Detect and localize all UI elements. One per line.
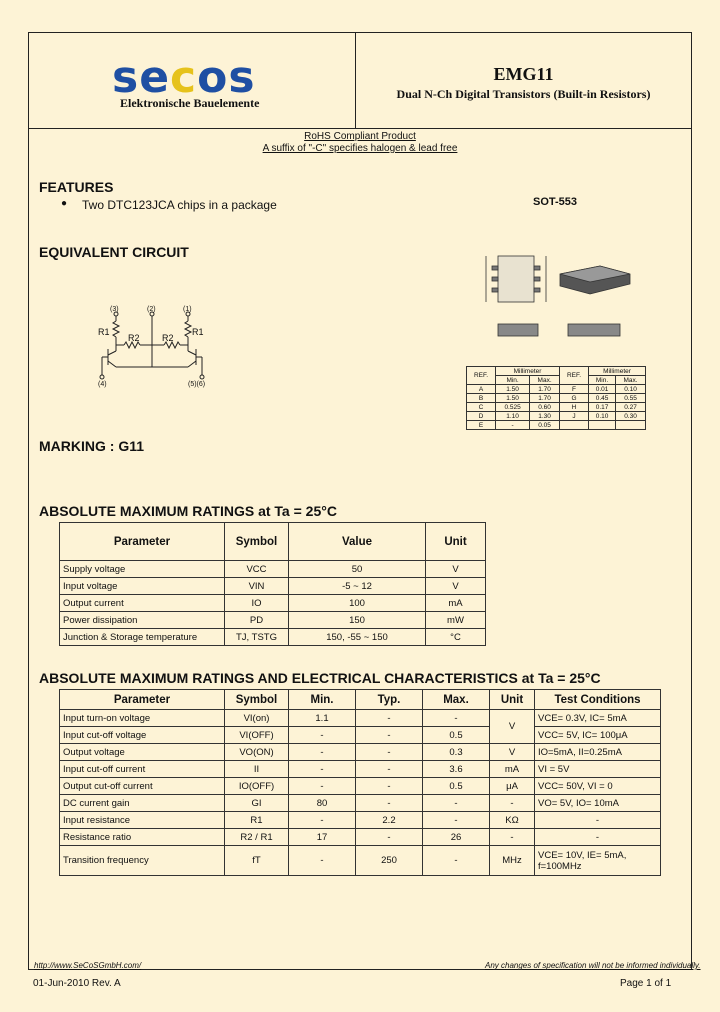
table-row: Output current IO 100 mA — [60, 595, 486, 612]
pin-label: (4) — [98, 381, 107, 388]
rohs-line-2: A suffix of "-C" specifies halogen & lead free — [262, 143, 458, 154]
table-row: Output voltage VO(ON) - - 0.3 V IO=5mA, II=0.25mA — [60, 744, 661, 761]
rohs-line-1: RoHS Compliant Product — [304, 131, 416, 142]
table-row: Supply voltage VCC 50 V — [60, 561, 486, 578]
dim-max-header: Max. — [530, 376, 560, 385]
abs-max-table: Parameter Symbol Value Unit Supply voltage VCC 50 V Input voltage VIN -5 ~ 12 V Output current IO 100 mA Power dissipation PD 150 mW Junction & Storage temperature TJ, TSTG 150, -55 ~ 150 °C — [59, 522, 486, 646]
pin-label: (2) — [147, 306, 156, 313]
part-description: Dual N-Ch Digital Transistors (Built-in Resistors) — [396, 87, 651, 101]
pin-label: (5)(6) — [188, 381, 206, 388]
table-row: Output cut-off current IO(OFF) - - 0.5 μA VCC= 50V, VI = 0 — [60, 778, 661, 795]
features-heading: FEATURES — [39, 179, 114, 195]
abs-max-heading: ABSOLUTE MAXIMUM RATINGS at Ta = 25°C — [39, 503, 337, 519]
resistor-label: R1 — [192, 327, 204, 337]
resistor-label: R1 — [98, 327, 110, 337]
footer-note: Any changes of specification will not be informed individually. — [485, 961, 701, 970]
table-row: DC current gain GI 80 - - - VO= 5V, IO= 10mA — [60, 795, 661, 812]
secos-logo: secos — [112, 52, 256, 103]
table-row: Junction & Storage temperature TJ, TSTG 150, -55 ~ 150 °C — [60, 629, 486, 646]
dimension-table — [466, 366, 646, 430]
elec-heading: ABSOLUTE MAXIMUM RATINGS AND ELECTRICAL CHARACTERISTICS at Ta = 25°C — [39, 670, 601, 686]
electrical-characteristics-table: Parameter Symbol Min. Typ. Max. Unit Test Conditions Input turn-on voltage VI(on) 1.1 - - V VCE= 0.3V, IC= 5mA Input cut-off voltage VI(OFF) - - 0.5 VCC= 5V, IC= 100μA Output voltage VO(ON) - - 0.3 V IO=5mA, II=0.25mA Input cut-off current II - - 3.6 mA VI = 5V Output cut-off current IO(OFF) - - 0.5 μA VCC= 50V, VI = 0 DC current gain GI 80 - - - VO= 5V, IO= 10mA Input resistance R1 - 2.2 - KΩ - Resistance ratio R2 / R1 17 - 26 - - Transition frequency fT - 250 - MHz VCE= 10V, IE= 5mA, f=100MHz — [59, 689, 661, 876]
table-row: Resistance ratio R2 / R1 17 - 26 - - — [60, 829, 661, 846]
dim-ref-header: REF. — [560, 367, 589, 385]
table-row: Power dissipation PD 150 mW — [60, 612, 486, 629]
package-name: SOT-553 — [533, 196, 578, 208]
dim-min-header: Min. — [589, 376, 616, 385]
table-row: Transition frequency fT - 250 - MHz VCE= 10V, IE= 5mA, f=100MHz — [60, 846, 661, 876]
table-row: Input cut-off voltage VI(OFF) - - 0.5 VCC= 5V, IC= 100μA — [60, 727, 661, 744]
header-bottom-rule — [28, 128, 692, 129]
table-row: Input resistance R1 - 2.2 - KΩ - — [60, 812, 661, 829]
table-row: D 1.10 1.30 J 0.10 0.30 — [467, 412, 646, 421]
marking-heading: MARKING : G11 — [39, 438, 145, 454]
dim-mm-header: Millimeter — [496, 367, 560, 376]
bullet-icon: ● — [61, 198, 68, 209]
resistor-label: R2 — [128, 333, 140, 343]
circuit-heading: EQUIVALENT CIRCUIT — [39, 244, 189, 260]
table-row: C 0.525 0.60 H 0.17 0.27 — [467, 403, 646, 412]
resistor-label: R2 — [162, 333, 174, 343]
dim-mm-header: Millimeter — [589, 367, 646, 376]
table-row: Input turn-on voltage VI(on) 1.1 - - V VCE= 0.3V, IC= 5mA — [60, 710, 661, 727]
table-row: Input voltage VIN -5 ~ 12 V — [60, 578, 486, 595]
table-row: Input cut-off current II - - 3.6 mA VI = 5V — [60, 761, 661, 778]
pin-label: (1) — [183, 306, 192, 313]
footer-page: Page 1 of 1 — [620, 978, 672, 989]
footer-url[interactable]: http://www.SeCoSGmbH.com/ — [34, 961, 142, 970]
package-outline-drawing — [480, 244, 640, 348]
dim-ref-header: REF. — [467, 367, 496, 385]
company-name: Elektronische Bauelemente — [120, 96, 260, 110]
feature-item: Two DTC123JCA chips in a package — [82, 198, 277, 212]
pin-label: (3) — [110, 306, 119, 313]
footer-date: 01-Jun-2010 Rev. A — [33, 978, 121, 989]
dim-max-header: Max. — [616, 376, 646, 385]
table-row: A 1.50 1.70 F 0.01 0.10 — [467, 385, 646, 394]
dim-min-header: Min. — [496, 376, 530, 385]
table-row: B 1.50 1.70 G 0.45 0.55 — [467, 394, 646, 403]
part-number: EMG11 — [493, 64, 554, 84]
table-row: E - 0.05 — [467, 421, 646, 430]
